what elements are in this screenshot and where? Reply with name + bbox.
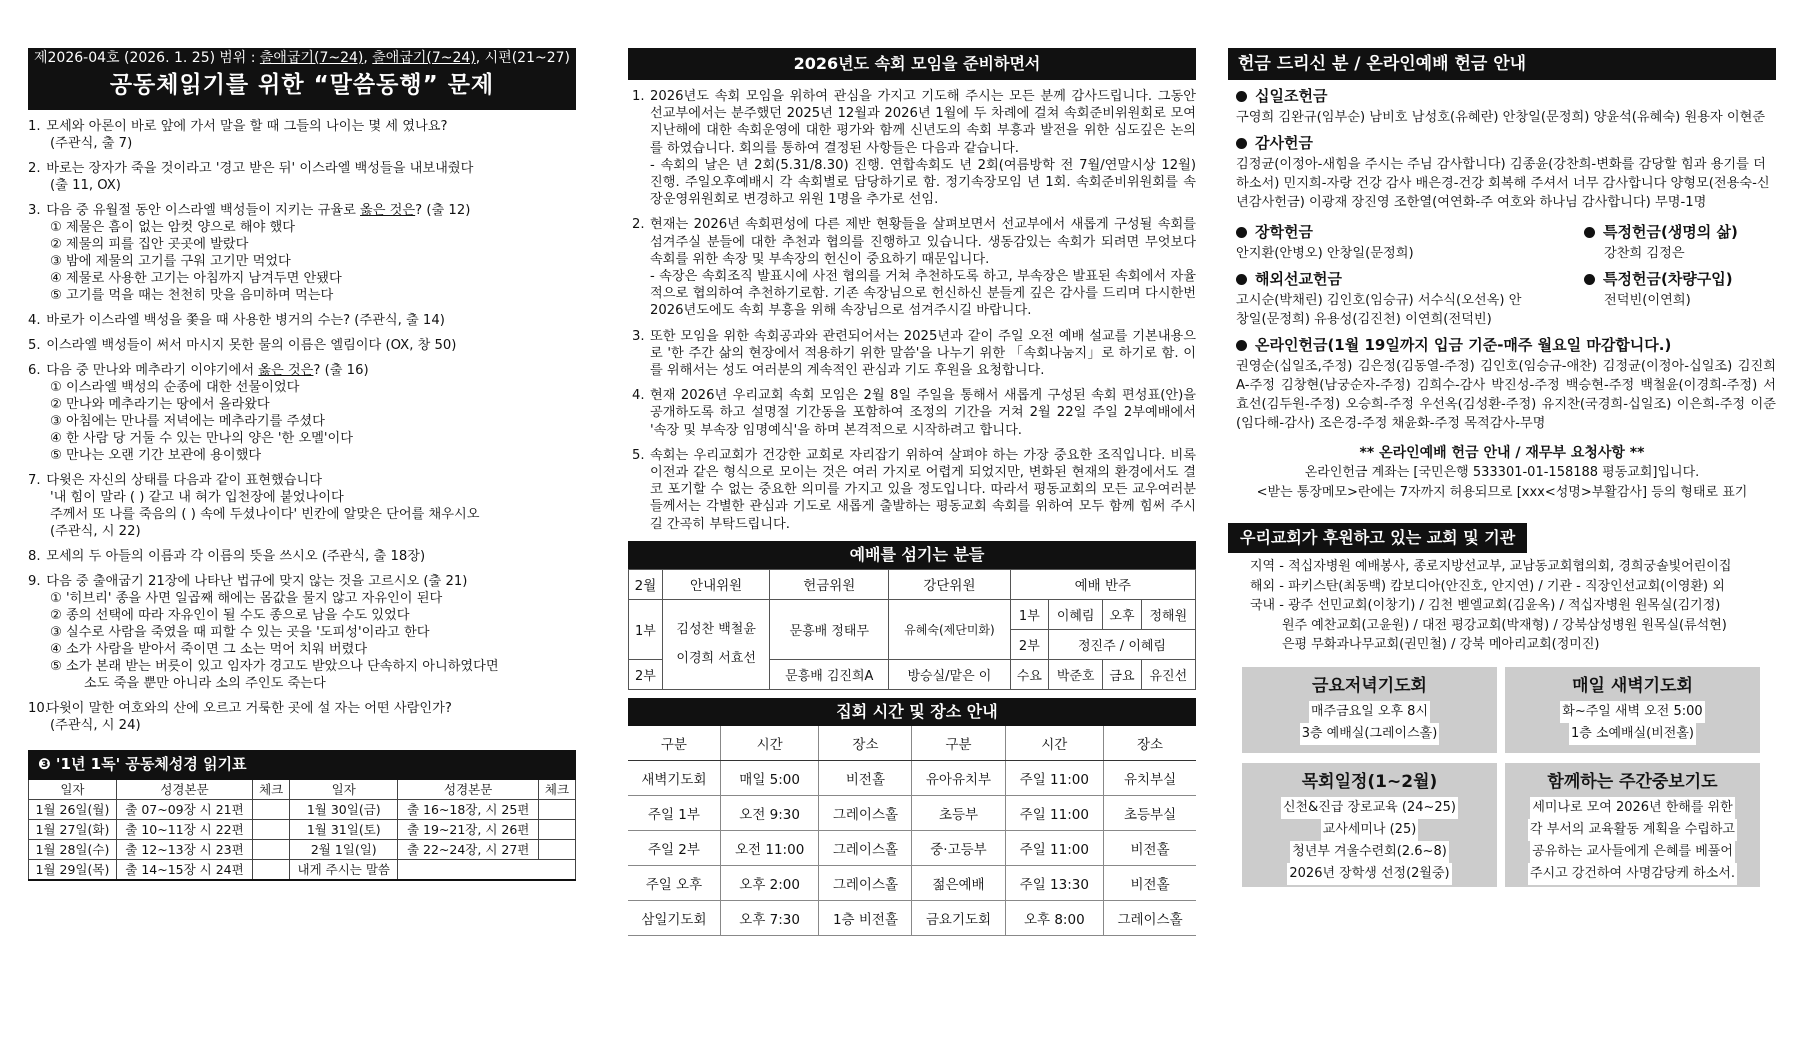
question-number: 7. — [28, 473, 41, 488]
question-text: 9. 다음 중 출애굽기 21장에 나타난 법규에 맞지 않는 것을 고르시오 (출 21) — [28, 574, 468, 589]
tithe-names: 구영희 김완규(임부순) 남비호 남성호(유혜란) 안창일(문정희) 양윤석(유혜숙) 원용자 이현준 — [1236, 110, 1766, 125]
reading-header: 체크 — [253, 779, 290, 800]
info-box-2 — [1505, 667, 1760, 753]
info-box-title: 목회일정(1~2월) — [1301, 771, 1438, 792]
answer-option: ① '히브리' 종을 사면 일곱째 해에는 몸값을 물지 않고 자유인이 된다 — [50, 591, 443, 606]
ushers: 김성찬 백철윤 이경희 서효선 — [662, 599, 769, 689]
retreat-paragraphs — [628, 88, 1196, 533]
meetings-row — [628, 795, 1196, 830]
info-box-title: 함께하는 주간중보기도 — [1547, 771, 1718, 792]
altar-1: 유혜숙(제단미화) — [889, 599, 1011, 659]
my-word-space — [398, 860, 576, 881]
info-box-line: 매주금요일 오후 8시 — [1246, 701, 1493, 723]
reading-row — [29, 800, 576, 820]
item-sub: - 속장은 속회조직 발표시에 사전 협의를 거쳐 추천하도록 하고, 부속장은 발표된 속회에서 자율적으로 협의하여 추천하기로함. 기존 속장님으로 헌신하신 분들게 깊은 감사를 드리며 다시한번 2026년도에도 속회 부흥을 위해 속장님으로 섬겨주시길 바랍니다. — [650, 269, 1196, 319]
meetings-cell: 오전 9:30 — [720, 795, 819, 830]
meetings-cell: 오후 2:00 — [720, 865, 819, 900]
question-text: 7. 다윗은 자신의 상태를 다음과 같이 표현했습니다 — [28, 473, 322, 488]
answer-option-cont: 소도 죽을 뿐만 아니라 소의 주인도 죽는다 — [84, 676, 326, 691]
retreat-title: 2026년도 속회 모임을 준비하면서 — [628, 48, 1196, 80]
question-number: 4. — [28, 313, 41, 328]
bullet-icon — [1584, 227, 1595, 238]
meetings-cell: 유아유치부 — [912, 760, 1005, 795]
question-text: 2. 바로는 장자가 죽을 것이라고 '경고 받은 뒤' 이스라엘 백성들을 내보내줬다 — [28, 161, 474, 176]
reading-cell: 1월 29일(목) — [29, 860, 117, 881]
issue-number: 제2026-04호 (2026. 1. 25) — [34, 50, 216, 66]
retreat-item-1 — [628, 88, 1196, 208]
info-box-line: 공유하는 교사들에게 은혜를 베풀어 — [1509, 841, 1756, 863]
meetings-header: 시간 — [1005, 726, 1104, 761]
bullet-icon — [1236, 227, 1247, 238]
info-box-line: 교사세미나 (25) — [1246, 819, 1493, 841]
thanks-heading: 감사헌금 — [1228, 131, 1776, 155]
check-cell[interactable] — [253, 800, 290, 820]
item-number: 2. — [632, 217, 645, 233]
servers-month: 2월 — [629, 569, 663, 599]
item-number: 1. — [632, 89, 645, 104]
item-text: 2026년도 속회 모임을 위하여 관심을 가지고 기도해 주시는 모든 분께 감사드립니다. 그동안 선교부에서는 분주했던 2025년 12월과 2026년 1월에 두 차례에 걸쳐 속회준비위원회로 모여 지난해에 대한 속회운영에 대한 평가와 함께 신년도의 속회 부흥과 발전을 위한 심도깊은 논의를 하였습니다. 회의를 통하여 결정된 사항들은 다음과 같습니다. — [650, 89, 1196, 156]
reading-header: 성경본문 — [398, 779, 539, 800]
question-number: 6. — [28, 363, 41, 378]
reading-cell: 1월 30일(금) — [290, 800, 398, 820]
info-box-title: 금요저녁기도회 — [1312, 675, 1427, 696]
question-line: (주관식, 출 7) — [50, 136, 133, 151]
meetings-cell: 젊은예배 — [912, 865, 1005, 900]
answer-option: ② 제물의 피를 집안 곳곳에 발랐다 — [50, 237, 249, 252]
bullet-icon — [1236, 340, 1247, 351]
reading-cell: 1월 26일(월) — [29, 800, 117, 820]
meetings-cell: 주일 11:00 — [1005, 830, 1104, 865]
question-number: 1. — [28, 119, 41, 134]
reading-header: 일자 — [29, 779, 117, 800]
servers-altar-header: 강단위원 — [889, 569, 1011, 599]
question-5 — [28, 337, 576, 354]
reading-cell: 1월 27일(화) — [29, 820, 117, 840]
item-text: 또한 모임을 위한 속회공과와 관련되어서는 2025년과 같이 주일 오전 예배 설교를 기본내용으로 '한 주간 삶의 현장에서 적용하기 위한 말씀'을 나누기 위한 「속회나눔지」로 하기로 함. 이를 위해서는 성도 여러분의 계속적인 관심과 기도 후원을 요청합니다. — [650, 328, 1196, 379]
support-title: 우리교회가 후원하고 있는 교회 및 기관 — [1228, 523, 1527, 553]
meetings-cell: 그레이스홀 — [819, 865, 912, 900]
band-fri-player: 유진선 — [1141, 659, 1195, 689]
tithe-heading: 십일조헌금 — [1228, 84, 1776, 108]
retreat-item-2 — [628, 216, 1196, 319]
retreat-item-3 — [628, 328, 1196, 380]
meetings-cell: 중·고등부 — [912, 830, 1005, 865]
meetings-cell: 비전홀 — [1104, 865, 1196, 900]
answer-option: ④ 제물로 사용한 고기는 아침까지 남겨두면 안됐다 — [50, 271, 342, 286]
mission-heading: 해외선교헌금 — [1228, 267, 1576, 291]
meetings-cell: 삼일기도회 — [628, 900, 720, 935]
item-text: 현재 2026년 우리교회 속회 모임은 2월 8일 주일을 통해서 새롭게 구성된 속회 편성표(안)을 공개하도록 하고 설명절 기간동을 포함하여 조정의 기간을 거쳐 2월 22일 주일 2부예배에서 '속장 및 부속장 임명예식'을 하며 본격적으로 시작하려고 합니다. — [650, 388, 1196, 438]
answer-option: ② 종의 선택에 따라 자유인이 될 수도 종으로 남을 수도 있었다 — [50, 608, 410, 623]
meetings-title: 집회 시간 및 장소 안내 — [628, 698, 1196, 726]
reading-plan-table — [28, 778, 576, 881]
check-cell[interactable] — [539, 820, 576, 840]
meetings-cell: 주일 1부 — [628, 795, 720, 830]
offering-2: 문흥배 김진희A — [770, 659, 889, 689]
answer-option: ② 만나와 메추라기는 땅에서 올라왔다 — [50, 397, 270, 412]
item-text: 속회는 우리교회가 건강한 교회로 자리잡기 위하여 살펴야 하는 가장 중요한 조직입니다. 비록 이전과 같은 형식으로 모이는 것은 여러 가지로 어렵게 되었지만, 변화된 현재의 환경에서도 결코 포기할 수 없는 중요한 의미를 가지고 있을 정도입니다. 따라서 평동교회의 모든 교우여러분들께서는 각별한 관심과 기도로 새롭게 출발하는 평동교회 속회를 위하여 모두 함께 힘써 주시길 간곡히 부탁드립니다. — [650, 447, 1196, 532]
answer-option: ④ 한 사람 당 거둘 수 있는 만나의 양은 '한 오멜'이다 — [50, 431, 354, 446]
meetings-row — [628, 900, 1196, 935]
reading-cell: 출 19~21장, 시 26편 — [398, 820, 539, 840]
answer-option: ③ 실수로 사람을 죽였을 때 피할 수 있는 곳을 '도피성'이라고 한다 — [50, 625, 430, 640]
question-8 — [28, 548, 576, 565]
servers-table — [628, 569, 1196, 690]
service-2-label: 2부 — [629, 659, 663, 689]
question-9 — [28, 573, 576, 692]
info-box-line: 세미나로 모여 2026년 한해를 위한 — [1509, 797, 1756, 819]
info-box-line: 화~주일 새벽 오전 5:00 — [1509, 701, 1756, 723]
question-line: '내 힘이 말라 ( ) 같고 내 혀가 입천장에 붙었나이다 — [50, 490, 344, 505]
reading-row — [29, 820, 576, 840]
meetings-cell: 초등부 — [912, 795, 1005, 830]
question-number: 5. — [28, 338, 41, 353]
question-text: 6. 다음 중 만나와 메추라기 이야기에서 옳은 것은? (출 16) — [28, 363, 369, 378]
reading-cell: 출 14~15장 시 24편 — [116, 860, 252, 881]
band-2-players: 정진주 / 이혜림 — [1049, 629, 1196, 659]
meetings-cell: 주일 2부 — [628, 830, 720, 865]
meetings-header: 장소 — [1104, 726, 1196, 761]
reading-cell: 출 16~18장, 시 25편 — [398, 800, 539, 820]
info-box-line: 1층 소예배실(비전홀) — [1509, 723, 1756, 745]
check-cell[interactable] — [253, 820, 290, 840]
meetings-cell: 그레이스홀 — [819, 830, 912, 865]
retreat-column — [628, 48, 1196, 936]
info-box-line: 청년부 겨울수련회(2.6~8) — [1246, 841, 1493, 863]
info-box-line: 신천&진급 장로교육 (24~25) — [1246, 797, 1493, 819]
answer-option: ③ 밤에 제물의 고기를 구워 고기만 먹었다 — [50, 254, 291, 269]
servers-band-header: 예배 반주 — [1010, 569, 1195, 599]
meetings-cell: 오전 11:00 — [720, 830, 819, 865]
service-1-label: 1부 — [629, 599, 663, 659]
info-box-1 — [1242, 667, 1497, 753]
reading-cell: 출 07~09장 시 21편 — [116, 800, 252, 820]
servers-offering-header: 헌금위원 — [770, 569, 889, 599]
question-text: 4. 바로가 이스라엘 백성을 쫓을 때 사용한 병거의 수는? (주관식, 출 14) — [28, 313, 445, 328]
answer-option: ⑤ 소가 본래 받는 버릇이 있고 임자가 경고도 받았으나 단속하지 아니하였다면 — [50, 659, 499, 674]
quiz-column — [28, 48, 576, 881]
question-number: 8. — [28, 549, 41, 564]
info-box-line: 2026년 장학생 선정(2월중) — [1246, 863, 1493, 885]
question-2 — [28, 160, 576, 194]
reading-cell: 2월 1일(일) — [290, 840, 398, 860]
question-number: 3. — [28, 203, 41, 218]
online-account: 온라인헌금 계좌는 [국민은행 533301-01-158188 평동교회]입니다. — [1304, 465, 1700, 480]
retreat-item-5 — [628, 447, 1196, 533]
meetings-row — [628, 830, 1196, 865]
meetings-cell: 1층 비전홀 — [819, 900, 912, 935]
bullet-icon — [1584, 274, 1595, 285]
special-vehicle-heading: 특정헌금(차량구입) — [1576, 267, 1776, 291]
meetings-cell: 주일 13:30 — [1005, 865, 1104, 900]
bullet-icon — [1236, 138, 1247, 149]
answer-option: ④ 소가 사람을 받아서 죽이면 그 소는 먹어 치워 버렸다 — [50, 642, 368, 657]
special-life-heading: 특정헌금(생명의 삶) — [1576, 220, 1776, 244]
item-text: 현재는 2026년 속회편성에 다른 제반 현황들을 살펴보면서 선교부에서 새롭게 구성될 속회를 섬겨주실 분들에 대한 추천과 협의를 진행하고 있습니다. 생동감있는 속회가 되려면 무엇보다 속회를 위한 속장 및 부속장의 헌신이 중요하기 때문입니다. — [650, 217, 1196, 267]
reading-cell: 출 22~24장, 시 27편 — [398, 840, 539, 860]
offering-list — [1228, 84, 1776, 503]
meetings-cell: 비전홀 — [819, 760, 912, 795]
offering-1: 문흥배 정태무 — [770, 599, 889, 659]
meetings-cell: 주일 11:00 — [1005, 795, 1104, 830]
info-boxes — [1242, 667, 1776, 887]
online-offering-note — [1228, 443, 1776, 503]
band-1-label: 1부 — [1010, 599, 1048, 629]
support-list — [1228, 557, 1776, 655]
support-line: 지역 - 적십자병원 예배봉사, 종로지방선교부, 교남동교회협의회, 경희궁솔빛어린이집 — [1250, 559, 1732, 574]
meetings-cell: 금요기도회 — [912, 900, 1005, 935]
support-line: 해외 - 파키스탄(최동백) 캄보디아(안진호, 안지연) / 기관 - 직장인선교회(이영환) 외 — [1250, 578, 1725, 594]
retreat-item-4 — [628, 387, 1196, 439]
quiz-header — [28, 48, 576, 110]
band-wed-label: 수요 — [1010, 659, 1048, 689]
question-number: 10. — [28, 701, 49, 716]
question-text: 3. 다음 중 유월절 동안 이스라엘 백성들이 지키는 규율로 옳은 것은? (출 12) — [28, 203, 471, 218]
offering-column — [1228, 48, 1776, 887]
question-7 — [28, 472, 576, 540]
meetings-header: 구분 — [628, 726, 720, 761]
meetings-cell: 초등부실 — [1104, 795, 1196, 830]
info-box-line: 3층 예배실(그레이스홀) — [1246, 723, 1493, 745]
online-note-title: ** 온라인예배 헌금 안내 / 재무부 요청사항 ** — [1359, 445, 1645, 461]
reading-row — [29, 840, 576, 860]
quiz-title: 공동체읽기를 위한 “말씀동행” 문제 — [109, 72, 495, 98]
meetings-cell: 유치부실 — [1104, 760, 1196, 795]
question-10 — [28, 700, 576, 734]
question-text: 5. 이스라엘 백성들이 써서 마시지 못한 물의 이름은 엘림이다 (OX, 창 50) — [28, 338, 457, 353]
question-line: (출 11, OX) — [50, 178, 121, 193]
answer-option: ① 이스라엘 백성의 순종에 대한 선물이었다 — [50, 380, 300, 395]
reading-range: 범위 : 출애굽기(7~24), 출애굽기(7~24), 시편(21~27) — [219, 50, 570, 66]
reading-row — [29, 860, 576, 881]
question-text: 8. 모세의 두 아들의 이름과 각 이름의 뜻을 쓰시오 (주관식, 출 18장) — [28, 549, 426, 564]
reading-header: 일자 — [290, 779, 398, 800]
special-life-names: 강찬희 김정은 — [1604, 246, 1685, 261]
online-names: 권영순(십일조,주정) 김은정(김동열-주정) 김인호(임승규-애찬) 김정균(이정아-십일조) 김진희A-주정 김창현(남궁순자-주정) 김희수-감사 박진성-주정 백승현-주정 백철윤(이경희-주정) 서효선(김두원-주정) 오승희-주정 우선옥(김성환-주정) 유지찬(국경희-십일조) 이은희-주정 이준(임다해-감사) 조은경-주정 채윤화-주정 목적감사-무명 — [1236, 359, 1776, 431]
reading-cell: 1월 31일(토) — [290, 820, 398, 840]
answer-option: ⑤ 고기를 먹을 때는 천천히 맛을 음미하며 먹는다 — [50, 288, 334, 303]
info-box-line: 각 부서의 교육활동 계획을 수립하고 — [1509, 819, 1756, 841]
meetings-cell: 주일 오후 — [628, 865, 720, 900]
reading-plan-title: ❸ '1년 1독' 공동체성경 읽기표 — [28, 750, 576, 778]
meetings-cell: 오후 7:30 — [720, 900, 819, 935]
meetings-cell: 오후 8:00 — [1005, 900, 1104, 935]
reading-cell[interactable] — [253, 860, 290, 881]
question-line: (주관식, 시 22) — [50, 524, 141, 539]
band-1-player: 이혜림 — [1049, 599, 1103, 629]
meetings-cell: 비전홀 — [1104, 830, 1196, 865]
item-sub: - 속회의 날은 년 2회(5.31/8.30) 진행. 연합속회도 년 2회(여름방학 전 7월/연말시상 12월) 진행. 주일오후예배시 각 속회별로 담당하기로 함. 정기속장모임 년 1회. 속회준비위원회를 속장운영위원회로 변경하고 위원 1명을 추가로 선임. — [650, 157, 1196, 208]
item-number: 5. — [632, 447, 645, 463]
question-text: 10. 다윗이 말한 여호와의 산에 오르고 거룩한 곳에 설 자는 어떤 사람인가? — [28, 701, 452, 716]
check-cell[interactable] — [253, 840, 290, 860]
question-4 — [28, 312, 576, 329]
meetings-header: 시간 — [720, 726, 819, 761]
my-word-cell: 내게 주시는 말씀 — [290, 860, 398, 881]
reading-cell: 1월 28일(수) — [29, 840, 117, 860]
scholarship-heading: 장학헌금 — [1228, 220, 1576, 244]
altar-2: 방승실/맡은 이 — [889, 659, 1011, 689]
band-wed-player: 박준호 — [1049, 659, 1103, 689]
reading-cell: 출 12~13장 시 23편 — [116, 840, 252, 860]
band-2-label: 2부 — [1010, 629, 1048, 659]
support-line: 은평 무화과나무교회(권민철) / 강북 메아리교회(정미진) — [1282, 637, 1600, 652]
band-fri-label: 금요 — [1103, 659, 1141, 689]
answer-option: ⑤ 만나는 오랜 기간 보관에 용이했다 — [50, 448, 262, 463]
meetings-cell: 주일 11:00 — [1005, 760, 1104, 795]
band-pm-label: 오후 — [1103, 599, 1141, 629]
servers-usher-header: 안내위원 — [662, 569, 769, 599]
meetings-header-row — [628, 726, 1196, 761]
reading-header: 성경본문 — [116, 779, 252, 800]
meetings-cell: 새벽기도회 — [628, 760, 720, 795]
scholarship-names: 안지환(안병오) 안창일(문정희) — [1236, 246, 1414, 261]
support-line: 원주 예찬교회(고윤원) / 대전 평강교회(박재형) / 강북삼성병원 원목실(류석현) — [1282, 617, 1727, 633]
question-list — [28, 118, 576, 734]
support-line: 국내 - 광주 선민교회(이창기) / 김천 벧엘교회(김윤옥) / 적십자병원 원목실(김기정) — [1250, 598, 1721, 613]
thanks-names: 김정균(이정아-새힘을 주시는 주님 감사합니다) 김종윤(강찬희-변화를 감당할 힘과 용기를 더하소서) 민지희-자랑 건강 감사 배은경-건강 회복해 주셔서 너무 감사합니다 양형모(전용숙-신년감사헌금) 이광재 장진영 조한열(여연화-주 여호와 하나님 감사합니다) 무명-1명 — [1236, 157, 1770, 210]
question-6 — [28, 362, 576, 464]
online-heading: 온라인헌금(1월 19일까지 입금 기준-매주 월요일 마감합니다.) — [1228, 333, 1776, 357]
question-3 — [28, 202, 576, 304]
online-memo-guide: <받는 통장메모>란에는 7자까지 허용되므로 [xxx<성명>부활감사] 등의 형태로 표기 — [1256, 485, 1748, 500]
special-vehicle-names: 전덕빈(이연희) — [1604, 293, 1691, 308]
support-section — [1228, 523, 1776, 655]
question-text: 1. 모세와 아론이 바로 앞에 가서 말을 할 때 그들의 나이는 몇 세 였나요? — [28, 119, 448, 134]
mission-names: 고시순(박채린) 김인호(임승규) 서수식(오선옥) 안창일(문정희) 유용성(김진천) 이연희(전덕빈) — [1236, 293, 1522, 327]
info-box-3 — [1242, 763, 1497, 887]
meetings-row — [628, 760, 1196, 795]
bullet-icon — [1236, 91, 1247, 102]
question-number: 2. — [28, 161, 41, 176]
meetings-table — [628, 726, 1196, 936]
answer-option: ① 제물은 흠이 없는 암컷 양으로 해야 했다 — [50, 220, 295, 235]
meetings-cell: 매일 5:00 — [720, 760, 819, 795]
meetings-row — [628, 865, 1196, 900]
question-line: 주께서 또 나를 죽음의 ( ) 속에 두셨나이다' 빈칸에 알맞은 단어를 채우시오 — [50, 507, 480, 522]
reading-cell: 출 10~11장 시 22편 — [116, 820, 252, 840]
question-line: (주관식, 시 24) — [50, 718, 141, 733]
reading-header: 체크 — [539, 779, 576, 800]
offering-title: 헌금 드리신 분 / 온라인예배 헌금 안내 — [1228, 48, 1776, 80]
servers-title: 예배를 섬기는 분들 — [628, 541, 1196, 569]
info-box-title: 매일 새벽기도회 — [1572, 675, 1693, 696]
meetings-header: 장소 — [819, 726, 912, 761]
question-number: 9. — [28, 574, 41, 589]
reading-header-row — [29, 779, 576, 800]
answer-option: ③ 아침에는 만나를 저녁에는 메추라기를 주셨다 — [50, 414, 325, 429]
meetings-cell: 그레이스홀 — [1104, 900, 1196, 935]
info-box-line: 주시고 강건하여 사명감당케 하소서. — [1509, 863, 1756, 885]
item-number: 4. — [632, 388, 645, 404]
bullet-icon — [1236, 274, 1247, 285]
meetings-header: 구분 — [912, 726, 1005, 761]
meetings-cell: 그레이스홀 — [819, 795, 912, 830]
band-pm-player: 정해원 — [1141, 599, 1195, 629]
question-1 — [28, 118, 576, 152]
check-cell[interactable] — [539, 800, 576, 820]
check-cell[interactable] — [539, 840, 576, 860]
item-number: 3. — [632, 328, 645, 344]
info-box-4 — [1505, 763, 1760, 887]
